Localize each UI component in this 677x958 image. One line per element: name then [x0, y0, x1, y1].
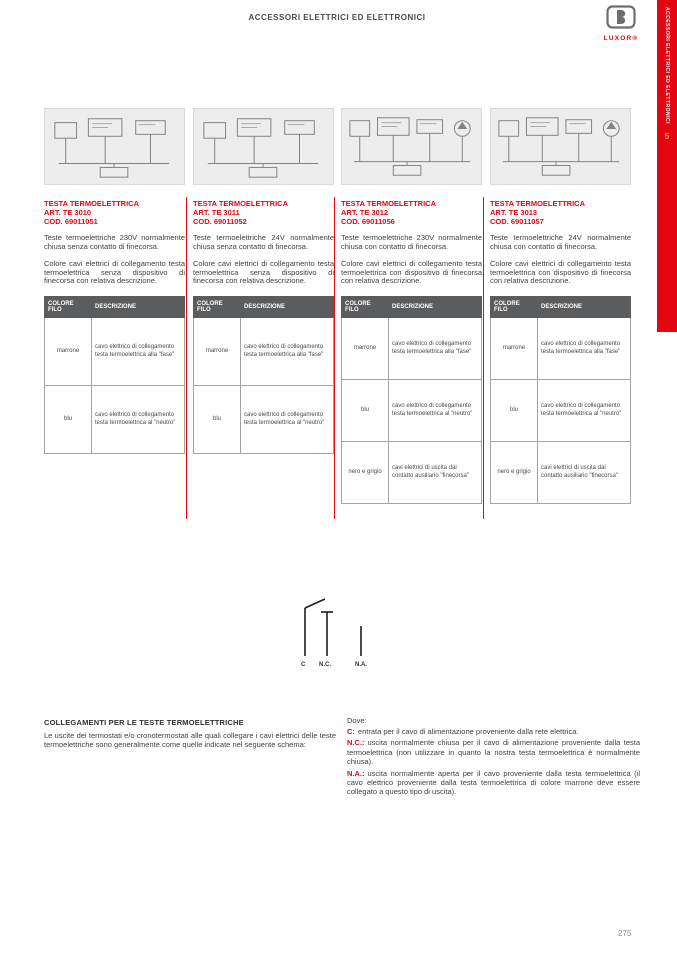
legend-item-nc — [347, 738, 640, 766]
product-title: TESTA TERMOELETTRICA — [341, 199, 436, 208]
wiring-diagram-drawing — [491, 109, 630, 184]
connections-heading: COLLEGAMENTI PER LE TESTE TERMOELETTRICHE — [44, 718, 244, 727]
wire-description: cavo elettrico di collegamento testa termoelettrica alla "fase" — [241, 318, 334, 386]
wire-color: blu — [194, 386, 241, 454]
column-separator — [334, 197, 335, 519]
wiring-diagram-drawing — [342, 109, 481, 184]
wire-color: marrone — [45, 318, 92, 386]
table-row — [45, 318, 185, 386]
wire-color-table — [44, 296, 185, 454]
col-header-descrizione: DESCRIZIONE — [92, 297, 185, 318]
product-art: ART. TE 3012 — [341, 208, 389, 217]
page-number: 275 — [618, 929, 632, 938]
table-row — [342, 318, 482, 380]
product-description: Teste termoelettriche 24V normalmente chiusa senza contatto di finecorsa. — [193, 233, 334, 251]
col-header-colore-filo: COLORE FILO — [194, 297, 241, 318]
contact-schematic — [297, 596, 381, 678]
col-header-colore-filo: COLORE FILO — [491, 297, 538, 318]
wire-color: nero e grigio — [342, 442, 389, 504]
legend-term-c: C: — [347, 727, 355, 736]
product-card-te3010 — [44, 108, 185, 454]
product-title: TESTA TERMOELETTRICA — [490, 199, 585, 208]
chapter-tab-number: 5 — [664, 132, 670, 142]
product-card-te3013 — [490, 108, 631, 504]
schematic-label-na: N.A. — [355, 662, 367, 668]
wire-description: cavo elettrico di collegamento testa termoelettrica alla "fase" — [538, 318, 631, 380]
product-title: TESTA TERMOELETTRICA — [193, 199, 288, 208]
column-separator — [483, 197, 484, 519]
wire-color-table — [193, 296, 334, 454]
table-row — [342, 442, 482, 504]
wire-description: cavo elettrico di collegamento testa termoelettrica alla "fase" — [92, 318, 185, 386]
chapter-tab — [657, 0, 677, 332]
product-cod: COD. 69011052 — [193, 217, 247, 226]
wire-color: marrone — [491, 318, 538, 380]
legend-item-na — [347, 769, 640, 797]
legend-term-nc: N.C.: — [347, 738, 365, 748]
wire-color-table — [490, 296, 631, 504]
schematic-label-c: C — [301, 662, 306, 668]
product-art: ART. TE 3010 — [44, 208, 92, 217]
wire-color: blu — [45, 386, 92, 454]
wire-description: cavo elettrico di collegamento testa termoelettrica al "neutro" — [92, 386, 185, 454]
legend-item-c — [347, 727, 640, 736]
wire-color: blu — [491, 380, 538, 442]
col-header-descrizione: DESCRIZIONE — [538, 297, 631, 318]
col-header-colore-filo: COLORE FILO — [45, 297, 92, 318]
wire-color-table — [341, 296, 482, 504]
product-description: Teste termoelettriche 230V normalmente chiusa senza contatto di finecorsa. — [44, 233, 185, 251]
product-colors-note: Colore cavi elettrici di collegamento testa termoelettrica senza dispositivo di finecorsa con relativa descrizione. — [193, 258, 334, 286]
wire-color: nero e grigio — [491, 442, 538, 504]
product-card-te3012 — [341, 108, 482, 504]
table-header-row — [491, 297, 631, 318]
wiring-diagram-drawing — [194, 109, 333, 184]
legend-text-c: entrata per il cavo di alimentazione proveniente dalla rete elettrica. — [357, 727, 579, 736]
product-title: TESTA TERMOELETTRICA — [44, 199, 139, 208]
legend-text-na: uscita normalmente aperta per il cavo proveniente dalla testa termoelettrica (il cavo elettrico proveniente dalla testa termoelettrica di colore marrone deve essere collegato a questo tipo di uscita). — [347, 768, 640, 797]
chapter-tab-label: ACCESSORI ELETTRICI ED ELETTRONICI — [664, 7, 670, 125]
product-card-te3011 — [193, 108, 334, 454]
table-header-row — [342, 297, 482, 318]
product-colors-note: Colore cavi elettrici di collegamento testa termoelettrica con dispositivo di finecorsa con relativa descrizione. — [490, 258, 631, 286]
table-row — [45, 386, 185, 454]
brand-logo — [602, 5, 640, 42]
wiring-diagram — [341, 108, 482, 185]
product-art: ART. TE 3011 — [193, 208, 240, 217]
col-header-descrizione: DESCRIZIONE — [241, 297, 334, 318]
table-row — [342, 380, 482, 442]
product-cod: COD. 69011051 — [44, 217, 98, 226]
table-row — [491, 380, 631, 442]
wire-color: blu — [342, 380, 389, 442]
brand-name: LUXOR® — [603, 35, 639, 42]
wiring-diagram — [490, 108, 631, 185]
column-separator — [186, 197, 187, 519]
table-header-row — [194, 297, 334, 318]
wiring-diagram — [193, 108, 334, 185]
wire-color: marrone — [194, 318, 241, 386]
schematic-label-nc: N.C. — [319, 662, 331, 668]
table-row — [194, 318, 334, 386]
col-header-colore-filo: COLORE FILO — [342, 297, 389, 318]
col-header-descrizione: DESCRIZIONE — [389, 297, 482, 318]
wire-color: marrone — [342, 318, 389, 380]
connections-section — [44, 718, 336, 750]
product-art: ART. TE 3013 — [490, 208, 538, 217]
product-colors-note: Colore cavi elettrici di collegamento testa termoelettrica senza dispositivo di finecorsa con relativa descrizione. — [44, 258, 185, 286]
table-row — [491, 318, 631, 380]
product-description: Teste termoelettriche 24V normalmente chiusa con contatto di finecorsa. — [490, 233, 631, 251]
wire-description: cavi elettrici di uscita dal contatto ausiliario "finecorsa" — [389, 442, 482, 504]
table-row — [194, 386, 334, 454]
legend-where-label: Dove: — [347, 716, 367, 725]
legend-text-nc: uscita normalmente chiusa per il cavo di alimentazione proveniente dalla testa termoelettrica (non utilizzare in quanto la nostra testa termoelettrica è normalmente chiusa). — [347, 738, 640, 767]
connections-body: Le uscite dei termostati e/o cronotermostati alle quali collegare i cavi elettrici delle teste termoelettriche sono generalmente come quelle indicate nel seguente schema: — [44, 731, 336, 750]
wire-description: cavo elettrico di collegamento testa termoelettrica alla "fase" — [389, 318, 482, 380]
page-title: ACCESSORI ELETTRICI ED ELETTRONICI — [248, 13, 426, 22]
legend-section — [347, 716, 640, 797]
luxor-logo-icon — [606, 5, 636, 29]
wire-description: cavo elettrico di collegamento testa termoelettrica al "neutro" — [241, 386, 334, 454]
product-description: Teste termoelettriche 230V normalmente chiusa con contatto di finecorsa. — [341, 233, 482, 251]
contact-schematic-drawing — [297, 596, 381, 662]
wire-description: cavo elettrico di collegamento testa termoelettrica al "neutro" — [538, 380, 631, 442]
table-header-row — [45, 297, 185, 318]
wiring-diagram-drawing — [45, 109, 184, 184]
legend-term-na: N.A.: — [347, 768, 365, 778]
product-colors-note: Colore cavi elettrici di collegamento testa termoelettrica con dispositivo di finecorsa con relativa descrizione. — [341, 258, 482, 286]
wiring-diagram — [44, 108, 185, 185]
wire-description: cavi elettrici di uscita dal contatto ausiliario "finecorsa" — [538, 442, 631, 504]
wire-description: cavo elettrico di collegamento testa termoelettrica al "neutro" — [389, 380, 482, 442]
schematic-labels — [297, 662, 381, 674]
product-cod: COD. 69011057 — [490, 217, 544, 226]
table-row — [491, 442, 631, 504]
product-cod: COD. 69011056 — [341, 217, 395, 226]
